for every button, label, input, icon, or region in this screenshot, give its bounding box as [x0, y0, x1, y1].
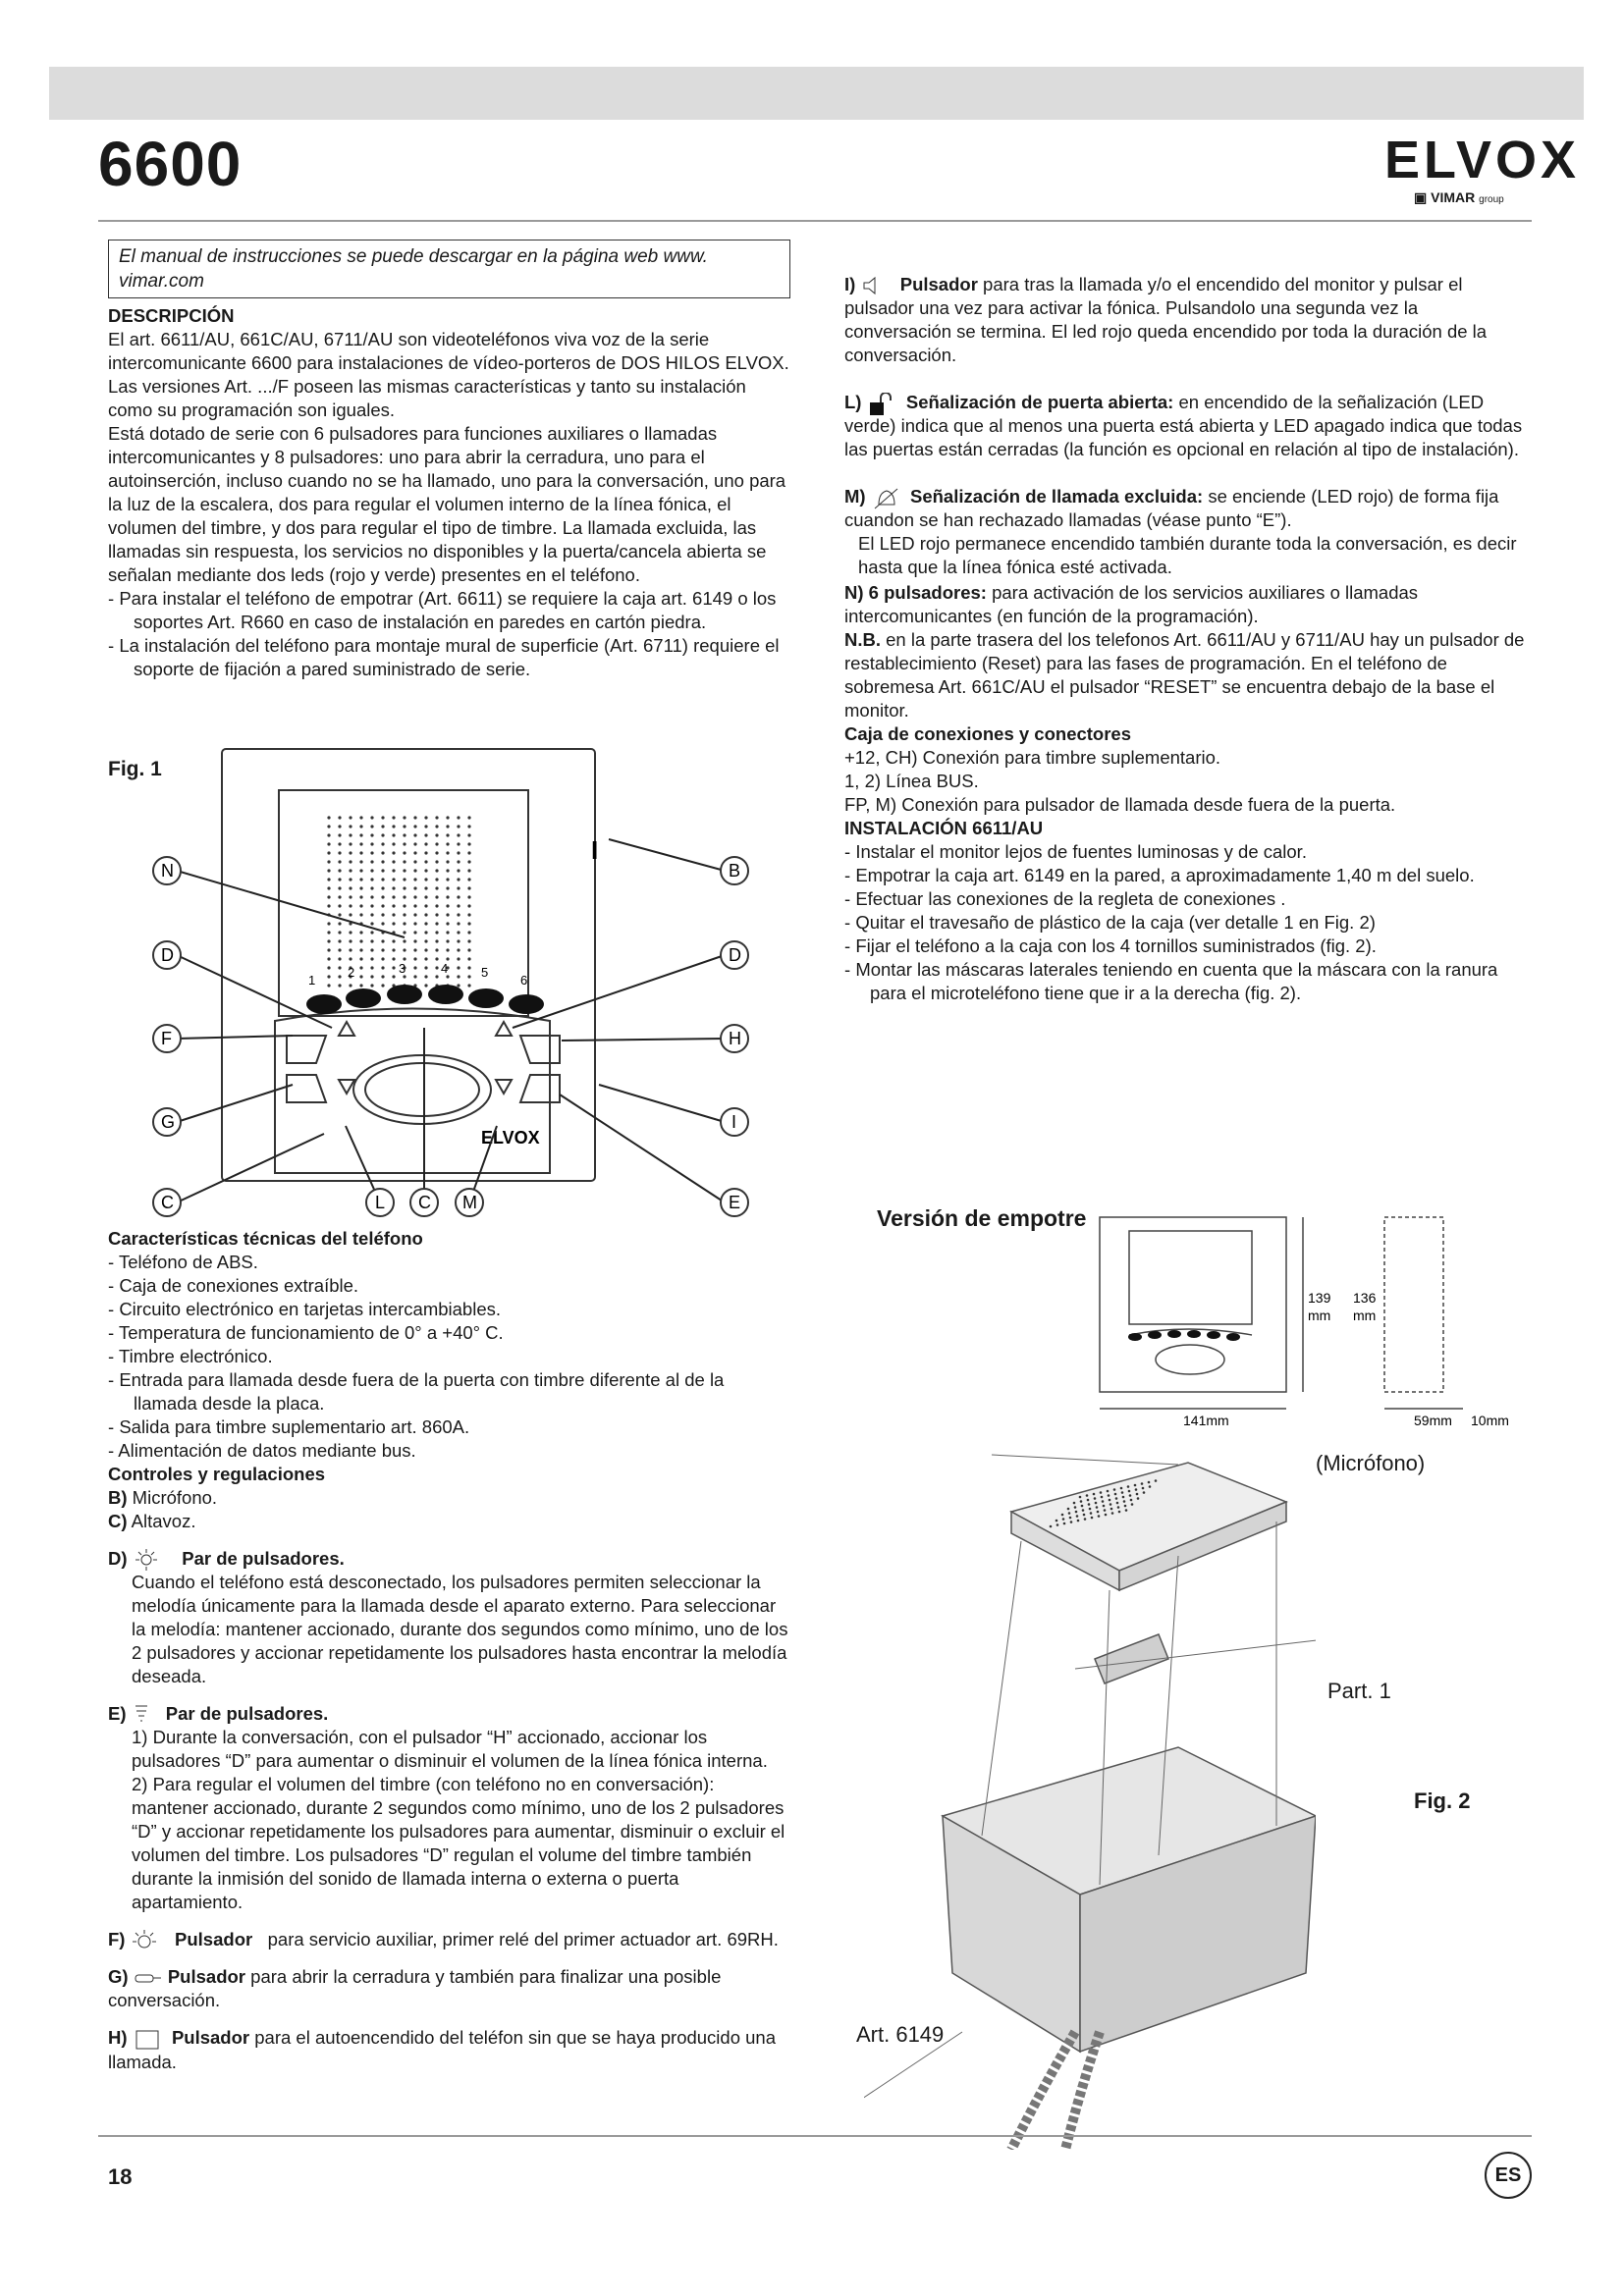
part-label: Part. 1	[1327, 1679, 1391, 1703]
list-item: - Alimentación de datos mediante bus.	[108, 1439, 790, 1463]
fig2-exploded-drawing	[864, 1443, 1316, 2150]
callout-label: D	[729, 945, 741, 965]
lock-open-icon	[867, 393, 896, 414]
caja-title: Caja de conexiones y conectores	[844, 723, 1132, 745]
phone-logo: ELVOX	[481, 1128, 540, 1148]
speaker-panel	[279, 790, 528, 1016]
button-label: 5	[481, 965, 489, 980]
callout-label: E	[729, 1193, 741, 1212]
dim-label: 59mm	[1414, 1413, 1452, 1428]
button-1	[306, 994, 342, 1014]
header-rule	[98, 220, 1532, 222]
list-item: - Temperatura de funcionamiento de 0° a +40° C.	[108, 1321, 790, 1345]
right-column	[844, 273, 1527, 1005]
button-2	[346, 988, 381, 1008]
list-item: - Quitar el travesaño de plástico de la caja (ver detalle 1 en Fig. 2)	[844, 911, 1527, 934]
header-bar	[49, 67, 1584, 120]
dim-label: 136	[1353, 1290, 1377, 1306]
list-item: - Circuito electrónico en tarjetas intercambiables.	[108, 1298, 790, 1321]
descripcion-title: DESCRIPCIÓN	[108, 305, 235, 326]
mini-button	[1128, 1333, 1142, 1341]
button-5	[468, 988, 504, 1008]
list-item: - Teléfono de ABS.	[108, 1251, 790, 1274]
button-4	[428, 985, 463, 1004]
button-label: 3	[399, 961, 406, 976]
descripcion-p1: El art. 6611/AU, 661C/AU, 6711/AU son videoteléfonos viva voz de la serie intercomunicante 6600 para instalaciones de vídeo-porteros de DOS HILOS ELVOX. Las versiones Art. .../F poseen las mismas características y tanto su instalación como su programación son iguales.	[108, 329, 789, 420]
brand-logo: ELVOX	[1384, 131, 1581, 189]
dim-label: 141mm	[1183, 1413, 1229, 1428]
callout-lines	[177, 839, 725, 1202]
control-i: I) Pulsador para tras la llamada y/o el encendido del monitor y pulsar el pulsador una vez para activar la fónica. Pulsandolo una segunda vez la conversación se termina. El led rojo queda encendido por toda la duración de la conversación.	[844, 274, 1488, 366]
light-icon	[131, 1930, 160, 1951]
list-item: - Efectuar las conexiones de la regleta de conexiones .	[844, 887, 1527, 911]
dim-label: 10mm	[1471, 1413, 1509, 1428]
button-6	[509, 994, 544, 1014]
nb-note: N.B. en la parte trasera del los telefonos Art. 6611/AU y 6711/AU hay un pulsador de restablecimiento (Reset) para las fases de programación. En el teléfono de sobremesa Art. 661C/AU el pulsador “RESET” se encuentra debajo de la base el monitor.	[844, 629, 1525, 721]
speaker-icon	[860, 275, 890, 296]
control-panel	[275, 1009, 550, 1174]
control-g: G) Pulsador para abrir la cerradura y también para finalizar una posible conversación.	[108, 1966, 722, 2011]
descripcion-p2: Está dotado de serie con 6 pulsadores para funciones auxiliares o llamadas intercomunicantes y 8 pulsadores: uno para abrir la cerradura, uno para el autoinserción, incluso cuando no se ha llamado, uno para la conversación, uno para la luz de la escalera, dos para regular el volumen interno de la línea fónica, el volumen del timbre, y dos para regular el tipo de timbre. La llamada excluida, las llamadas sin respuesta, los servicios no disponibles y la puerta/cancela abierta se señalan mediante dos leds (rojo y verde) presentes en el teléfono.	[108, 423, 786, 585]
side-view	[1384, 1217, 1443, 1392]
mini-button	[1187, 1330, 1201, 1338]
list-item: - Para instalar el teléfono de empotrar (Art. 6611) se requiere la caja art. 6149 o los soportes Art. R660 en caso de instalación en paredes en cartón piedra.	[108, 587, 790, 634]
list-item: - La instalación del teléfono para montaje mural de superficie (Art. 6711) requiere el soporte de fijación a pared suministrado de serie.	[108, 634, 790, 681]
fig1-diagram	[137, 741, 766, 1227]
mini-button	[1167, 1330, 1181, 1338]
control-f: F) Pulsador para servicio auxiliar, primer relé del primer actuador art. 69RH.	[108, 1928, 790, 1951]
instalacion-title: INSTALACIÓN 6611/AU	[844, 818, 1044, 839]
fig1-label: Fig. 1	[108, 758, 162, 780]
art-label: Art. 6149	[856, 2022, 945, 2047]
controles-title: Controles y regulaciones	[108, 1464, 326, 1484]
list-item: - Empotrar la caja art. 6149 en la pared, a aproximadamente 1,40 m del suelo.	[844, 864, 1527, 887]
list-item: FP, M) Conexión para pulsador de llamada desde fuera de la puerta.	[844, 794, 1396, 816]
display-ellipse	[353, 1055, 491, 1124]
mini-button	[1207, 1331, 1220, 1339]
list-item: - Timbre electrónico.	[108, 1345, 790, 1368]
button-label: 4	[441, 961, 449, 976]
page-number: 18	[108, 2164, 133, 2189]
button-label: 2	[348, 965, 355, 980]
mini-button	[1226, 1333, 1240, 1341]
callout-label: C	[161, 1193, 174, 1212]
left-column	[108, 240, 790, 681]
list-item: - Entrada para llamada desde fuera de la puerta con timbre diferente al de la llamada desde la placa.	[108, 1368, 790, 1415]
button-label: 6	[520, 973, 528, 988]
list-item: - Fijar el teléfono a la caja con los 4 tornillos suministrados (fig. 2).	[844, 934, 1527, 958]
key-icon	[134, 1967, 163, 1989]
callout-label: B	[729, 861, 741, 881]
control-l: L) Señalización de puerta abierta: en encendido de la señalización (LED verde) indica que al menos una puerta está abierta y LED apagado indica que todas las puertas están cerradas (la función es opcional en relación al tipo de instalación).	[844, 392, 1523, 460]
tecnicas-title: Características técnicas del teléfono	[108, 1228, 423, 1249]
dim-label: mm	[1308, 1308, 1331, 1323]
descripcion-list	[108, 587, 790, 681]
dim-label: mm	[1353, 1308, 1377, 1323]
callout-label: I	[731, 1112, 737, 1132]
language-badge: ES	[1485, 2152, 1532, 2199]
fig2-label: Fig. 2	[1414, 1789, 1471, 1813]
dim-label: 139	[1308, 1290, 1331, 1306]
callout-label: C	[418, 1193, 431, 1212]
footer-rule	[98, 2135, 1532, 2137]
callout-label: F	[161, 1029, 172, 1048]
bell-muted-icon	[871, 487, 900, 508]
instalacion-list	[844, 840, 1527, 1005]
melody-icon	[133, 1549, 162, 1571]
list-item: - Salida para timbre suplementario art. 860A.	[108, 1415, 790, 1439]
control-d: D) Par de pulsadores. Cuando el teléfono está desconectado, los pulsadores permiten seleccionar la melodía únicamente para la llamada desde el aparato externo. Para seleccionar la melodía: mantener accionado, durante dos segundos como mínimo, uno de los 2 pulsadores y accionar repetidamente los pulsadores hasta encontrar la melodía deseada.	[108, 1548, 788, 1687]
control-h: H) Pulsador para el autoencendido del teléfon sin que se haya producido una llamada.	[108, 2027, 777, 2072]
microfono-label: (Micrófono)	[1316, 1451, 1426, 1475]
list-item: - Caja de conexiones extraíble.	[108, 1274, 790, 1298]
list-item: +12, CH) Conexión para timbre suplementario.	[844, 747, 1221, 769]
tecnicas-list	[108, 1251, 790, 1463]
left-column-lower: Características técnicas del teléfono - Teléfono de ABS. - Caja de conexiones extraíble. - Circuito electrónico en tarjetas intercambiables. - Temperatura de funcionamiento de 0° a +40° C. - Timbre electrónico. - Entrada para llamada desde fuera de la puerta con timbre diferente al de la llamada desde la placa. - Salida para timbre suplementario art. 860A. - Alimentación de datos mediante bus. Controles y regulaciones B) Micrófono. C) Altavoz. D) Par de pulsadores. Cuando el teléfono está desconectado, los pulsadores permiten seleccionar la melodía únicamente para la llamada desde el aparato externo. Para seleccionar la melodía: mantener accionado, durante dos segundos como mínimo, uno de los 2 pulsadores y accionar repetidamente los pulsadores hasta encontrar la melodía deseada. E) Par de pulsadores. 1) Durante la conversación, con el pulsador “H” accionado, accionar los pulsadores “D” para aumentar o disminuir el volumen de la línea fónica interna. 2) Para regular el volumen del timbre (con teléfono no en conversación): mantener accionado, durante 2 segundos como mínimo, uno de los 2 pulsadores “D” y accionar repetidamente los pulsadores para aumentar, disminuir o excluir el volumen del timbre. Los pulsadores “D” regulan el volume del timbre también durante la inmisión del sonido de llamada interna o externa o puerta apartamiento. F) Pulsador para servicio auxiliar, primer relé del primer actuador art. 69RH. G) Pulsador para abrir la cerradura y también para finalizar una posible conversación. H) Pulsador para el autoencendido del teléfon sin que se haya producido una llamada.	[108, 1227, 790, 2074]
control-e: E) Par de pulsadores. 1) Durante la conversación, con el pulsador “H” accionado, accionar los pulsadores “D” para aumentar o disminuir el volumen de la línea fónica interna. 2) Para regular el volumen del timbre (con teléfono no en conversación): mantener accionado, durante 2 segundos como mínimo, uno de los 2 pulsadores “D” y accionar repetidamente los pulsadores para aumentar, disminuir o excluir el volumen del timbre. Los pulsadores “D” regulan el volume del timbre también durante la inmisión del sonido de llamada interna o externa o puerta apartamiento.	[108, 1703, 785, 1913]
control-n: N) 6 pulsadores: para activación de los servicios auxiliares o llamadas intercomunicantes (en función de la programación).	[844, 582, 1419, 627]
model-number: 6600	[98, 129, 243, 199]
list-item: - Instalar el monitor lejos de fuentes luminosas y de calor.	[844, 840, 1527, 864]
volume-icon	[132, 1704, 161, 1726]
button-label: 1	[308, 973, 316, 988]
download-note: El manual de instrucciones se puede descargar en la página web www. vimar.com	[108, 240, 790, 298]
callout-label: H	[729, 1029, 741, 1048]
control-m: M) Señalización de llamada excluida: se enciende (LED rojo) de forma fija cuandon se han rechazado llamadas (véase punto “E”). El LED rojo permanece encendido también durante toda la conversación, es decir hasta que la línea fónica esté activada.	[844, 486, 1517, 578]
callout-label: D	[161, 945, 174, 965]
pointer-label: I	[591, 835, 599, 865]
callout-label: L	[375, 1193, 386, 1212]
list-item: - Montar las máscaras laterales teniendo en cuenta que la máscara con la ranura para el microteléfono tiene que ir a la derecha (fig. 2).	[844, 958, 1527, 1005]
callout-label: M	[462, 1193, 477, 1212]
version-title: Versión de empotre	[877, 1205, 1087, 1231]
monitor-icon	[133, 2029, 162, 2051]
mini-button	[1148, 1331, 1162, 1339]
front-view	[1100, 1217, 1286, 1392]
callout-label: G	[161, 1112, 176, 1132]
fig2-dimension-drawing	[1090, 1207, 1542, 1433]
button-3	[387, 985, 422, 1004]
list-item: 1, 2) Línea BUS.	[844, 771, 979, 792]
callout-label: N	[161, 861, 174, 881]
vimar-group: ▣ VIMAR group	[1414, 189, 1504, 205]
